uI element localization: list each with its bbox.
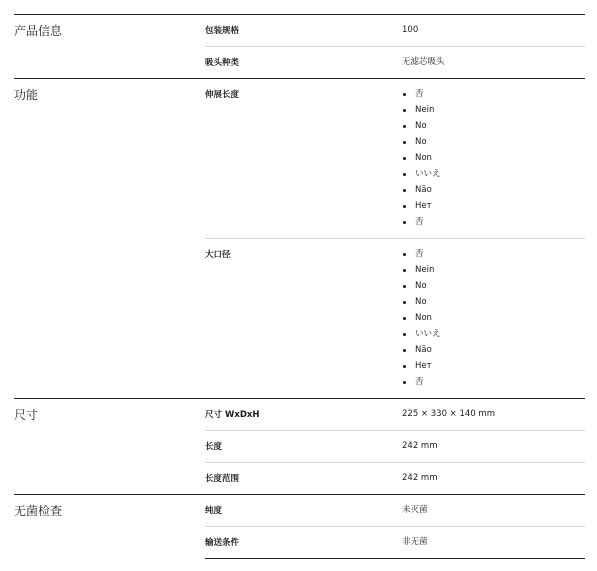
list-item: Нет — [402, 201, 585, 217]
row-value — [402, 79, 585, 238]
list-item: Non — [402, 313, 585, 329]
list-item: 否 — [402, 217, 585, 228]
list-item: 否 — [402, 89, 585, 105]
section-product-info — [14, 14, 585, 78]
list-item: 否 — [402, 249, 585, 265]
row-value — [402, 239, 585, 398]
spec-row-wide-bore — [205, 238, 585, 398]
spec-row-size-wxdxh — [205, 399, 585, 430]
list-item: Nein — [402, 105, 585, 121]
section-function — [14, 78, 585, 398]
section-title: 无菌检查 — [14, 504, 63, 518]
row-label: 长度范围 — [205, 474, 240, 484]
spec-row-purity — [205, 495, 585, 526]
row-value: 未灭菌 — [402, 505, 428, 515]
row-value: 242 mm — [402, 473, 438, 483]
row-label: 伸展长度 — [205, 90, 240, 100]
list-item: Não — [402, 185, 585, 201]
row-label: 纯度 — [205, 506, 223, 516]
row-value: 无滤芯吸头 — [402, 57, 445, 67]
section-title: 产品信息 — [14, 24, 63, 38]
list-item: No — [402, 137, 585, 153]
list-item: 否 — [402, 377, 585, 388]
spec-row-extended-length — [205, 79, 585, 238]
row-value: 非无菌 — [402, 537, 428, 547]
list-item: Não — [402, 345, 585, 361]
row-label: 大口径 — [205, 250, 231, 260]
row-label: 吸头种类 — [205, 58, 240, 68]
row-value: 100 — [402, 25, 419, 35]
table-bottom-divider — [205, 558, 585, 559]
row-value: 225 × 330 × 140 mm — [402, 409, 495, 419]
value-list — [402, 89, 585, 228]
spec-row-length-range — [205, 462, 585, 494]
spec-row-tip-type — [205, 46, 585, 78]
section-dimensions — [14, 398, 585, 494]
value-list — [402, 249, 585, 388]
row-label: 长度 — [205, 442, 223, 452]
list-item: Non — [402, 153, 585, 169]
row-label: 包装规格 — [205, 26, 240, 36]
list-item: No — [402, 281, 585, 297]
list-item: No — [402, 297, 585, 313]
spec-table — [14, 14, 585, 559]
list-item: No — [402, 121, 585, 137]
list-item: Nein — [402, 265, 585, 281]
row-label: 尺寸 WxDxH — [205, 410, 260, 420]
list-item: Нет — [402, 361, 585, 377]
row-value: 242 mm — [402, 441, 438, 451]
spec-row-length — [205, 430, 585, 462]
spec-row-package-size — [205, 15, 585, 46]
section-title: 功能 — [14, 88, 39, 102]
section-title: 尺寸 — [14, 408, 39, 422]
list-item: いいえ — [402, 169, 585, 185]
section-sterility — [14, 494, 585, 558]
list-item: いいえ — [402, 329, 585, 345]
row-label: 输送条件 — [205, 538, 240, 548]
spec-row-delivery-condition — [205, 526, 585, 558]
